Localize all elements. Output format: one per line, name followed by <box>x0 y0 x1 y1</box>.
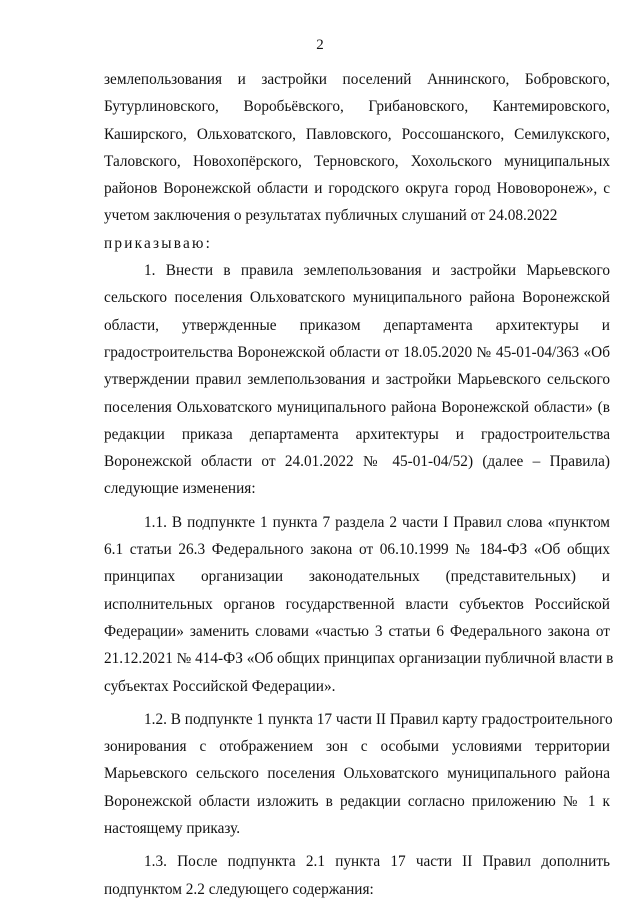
text-line: исполнительных органов государственной власти субъектов Российской <box>104 595 610 613</box>
text-line: Федерации» заменить словами «частью 3 статьи 6 Федерального закона от <box>104 622 610 640</box>
text-line: редакции приказа департамента архитектуры и градостроительства <box>104 425 610 443</box>
text-line: районов Воронежской области и городского округа город Нововоронеж», с <box>104 180 610 198</box>
text-line: 1.3. После подпункта 2.1 пункта 17 части II Правил дополнить <box>144 853 610 871</box>
text-line: подпунктом 2.2 следующего содержания: <box>104 880 374 898</box>
text-line: Воронежской области изложить в редакции согласно приложению № 1 к <box>104 792 610 810</box>
text-line: 1.2. В подпункте 1 пункта 17 части II Правил карту градостроительного <box>144 710 613 728</box>
text-line: градостроительства Воронежской области от 18.05.2020 № 45-01-04/363 «Об <box>104 343 610 361</box>
text-line: приказываю: <box>104 234 213 252</box>
text-line: зонирования с отображением зон с особыми условиями территории <box>104 738 610 756</box>
text-line: Каширского, Ольховатского, Павловского, Россошанского, Семилукского, <box>104 125 610 143</box>
text-line: поселения Ольховатского муниципального района Воронежской области» (в <box>104 398 610 416</box>
text-line: учетом заключения о результатах публичных слушаний от 24.08.2022 <box>104 207 558 225</box>
text-line: принципах организации законодательных (представительных) и <box>104 568 610 586</box>
text-line: области, утвержденные приказом департамента архитектуры и <box>104 316 610 334</box>
text-line: 1.1. В подпункте 1 пункта 7 раздела 2 части I Правил слова «пунктом <box>144 513 610 531</box>
text-line: следующие изменения: <box>104 480 256 498</box>
text-line: 21.12.2021 № 414-ФЗ «Об общих принципах организации публичной власти в <box>104 650 614 668</box>
text-line: утверждении правил землепользования и застройки Марьевского сельского <box>104 371 610 389</box>
text-line: Марьевского сельского поселения Ольховатского муниципального района <box>104 765 610 783</box>
text-line: 6.1 статьи 26.3 Федерального закона от 06.10.1999 № 184-ФЗ «Об общих <box>104 541 610 559</box>
text-line: Таловского, Новохопёрского, Терновского, Хохольского муниципальных <box>104 152 610 170</box>
document-body <box>104 66 614 903</box>
page-number: 2 <box>316 37 324 53</box>
text-line: Воронежской области от 24.01.2022 № 45-01-04/52) (далее – Правила) <box>104 453 610 471</box>
text-line: Бутурлиновского, Воробьёвского, Грибановского, Кантемировского, <box>104 98 610 116</box>
text-line: 1. Внести в правила землепользования и застройки Марьевского <box>144 262 610 280</box>
text-line: сельского поселения Ольховатского муниципального района Воронежской <box>104 289 610 307</box>
text-line: землепользования и застройки поселений Аннинского, Бобровского, <box>104 71 610 88</box>
text-line: настоящему приказу. <box>104 820 241 838</box>
text-line: субъектах Российской Федерации». <box>104 677 336 695</box>
